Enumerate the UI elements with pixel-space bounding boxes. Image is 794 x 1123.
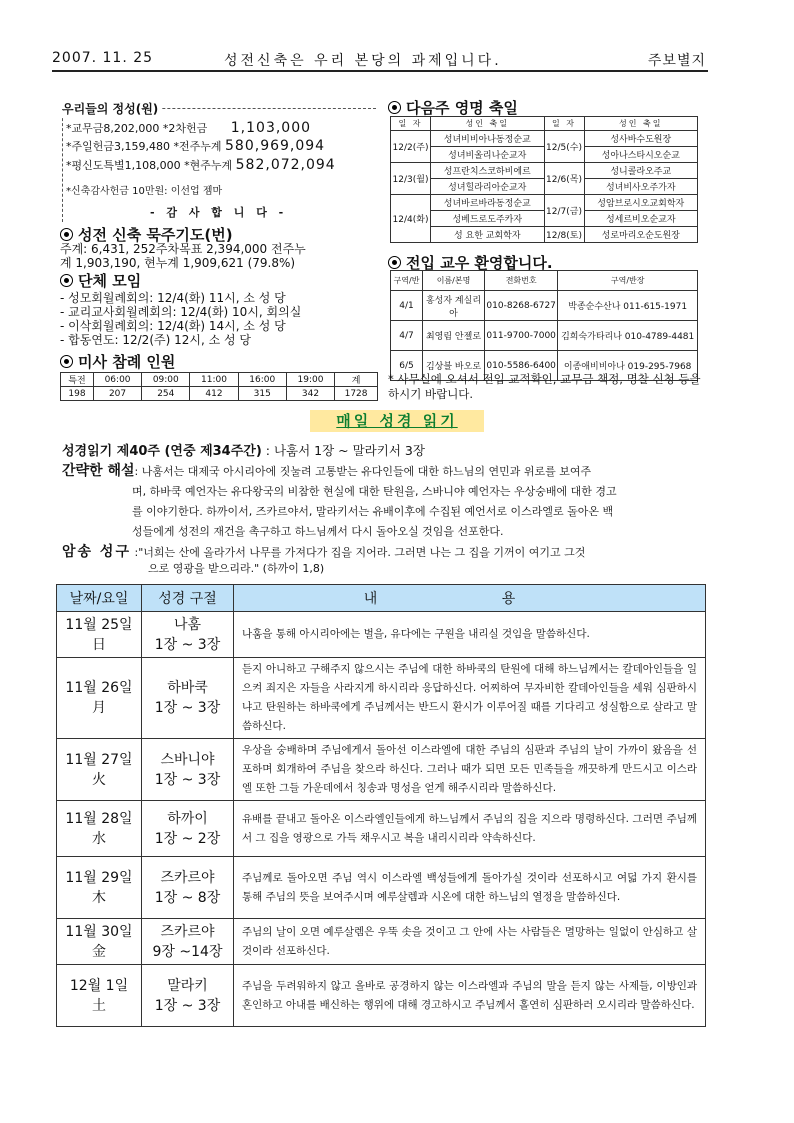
table-row: 11월 29일 木 즈카르야 1장 ~ 8장 주님께로 돌아오면 주님 역시 이스라엘 백성들에게 돌아가실 것이라 선포하시고 여덟 가지 환시를 통해 주님의 뜻을 보여주시며 예루살렘과 시온에 대한 하느님의 열정을 말씀하신다. [57,857,706,919]
group-item: - 교리교사회월례회의: 12/4(화) 10시, 회의실 [60,305,302,319]
mass-attendance-table: 특전 06:00 09:00 11:00 16:00 19:00 계 198 207 254 412 315 342 1728 [60,372,378,401]
bullet-icon [60,355,73,368]
offering-row: *교무금8,202,000 *2차헌금 1,103,000 [66,120,312,136]
bullet-icon [388,101,401,114]
prayer-line-2: 계 1,903,190, 현누계 1,909,621 (79.8%) [60,256,296,270]
table-row: 12월 1일 土 말라키 1장 ~ 3장 주님을 두려워하지 않고 올바로 공경하지 않는 이스라엘과 주님의 말을 듣지 않는 사제들, 이방인과 혼인하고 아내를 배신하는 행위에 대해 경고하시고 주님께서 홀연히 심판하러 오시리라 말씀하신다. [57,965,706,1027]
offering-box [58,96,376,224]
bullet-icon [388,256,401,269]
offering-row: *평신도특별1,108,000 *현주누계 582,072,094 [66,157,336,173]
bullet-icon [60,274,73,287]
transfer-section-title: 전입 교우 환영합니다. [388,252,553,273]
prayer-line-1: 주계: 6,431, 252주차목표 2,394,000 전주누 [60,242,306,256]
transfer-notice: * 사무실에 오셔서 전입 교적확인, 교무금 책정, 명찰 신청 등을 하시기 바랍니다. [388,372,701,401]
table-row: 11월 26일 月 하바쿡 1장 ~ 3장 듣지 아니하고 구해주지 않으시는 주님에 대한 하바쿡의 탄원에 대해 하느님께서는 칼데아인들을 일으켜 죄지은 자들을 사라지게 하시리라 응답하신다. 어찌하여 무자비한 칼데아인들을 세워 심판하시냐고 탄원하는 하바쿡에게 주님께서는 반드시 환시가 이루어질 때를 기다리고 성실함으로 살라고 말씀하신다. [57,658,706,739]
group-item: - 합동연도: 12/2(주) 12시, 소 성 당 [60,333,251,347]
daily-reading-table: 날짜/요일 성경 구절 내 용 11월 25일 日 나훔 1장 ~ 3장 나훔을 통해 아시리아에는 벌을, 유다에는 구원을 내리실 것임을 말씀하신다. 11월 26일 月 하바쿡 1장 ~ 3장 듣지 아니하고 구해주지 않으시는 주님에 대한 하바쿡의 탄원에 대해 하느님께서는 칼데아인들을 일으켜 죄지은 자들을 사라지게 하시리라 응답하신다. 어찌하여 무자비한 칼데아인들을 세워 심판하시냐고 탄원하는 하바쿡에게 주님께서는 반드시 환시가 이루어질 때를 기다리고 성실함으로 살라고 말씀하신다. 11월 27일 火 스바니야 1장 ~ 3장 우상을 숭배하며 주님에게서 돌아선 이스라엘에 대한 주님의 심판과 주님의 날이 가까이 왔음을 선포하며 회개하여 주님을 찾으라 하신다. 그러나 때가 되면 모든 민족들을 깨끗하게 만드시고 이스라엘 또한 그들 가운데에서 칭송과 명성을 얻게 해주시리라 말씀하신다. 11월 28일 水 하까이 1장 ~ 2장 유배를 끝내고 돌아온 이스라엘인들에게 하느님께서 주님의 집을 지으라 명령하신다. 그러면 주님께서 그 집을 영광으로 가득 채우시고 복을 내리시리라 약속하신다. 11월 29일 木 즈카르야 1장 ~ 8장 주님께로 돌아오면 주님 역시 이스라엘 백성들에게 돌아가실 것이라 선포하시고 여덟 가지 환시를 통해 주님의 뜻을 보여주시며 예루살렘과 시온에 대한 하느님의 열정을 말씀하신다. 11월 30일 金 즈카르야 9장 ~14장 주님의 날이 오면 예루살렘은 우뚝 솟을 것이고 그 안에 사는 사람들은 멸망하는 일없이 안심하고 살 것이라 선포하신다. 12월 1일 土 말라키 1장 ~ 3장 주님을 두려워하지 않고 올바로 공경하지 않는 이스라엘과 주님의 말을 듣지 않는 사제들, 이방인과 혼인하고 아내를 배신하는 행위에 대해 경고하시고 주님께서 홀연히 심판하러 오시리라 말씀하신다. [56,584,706,1027]
table-row: 11월 28일 水 하까이 1장 ~ 2장 유배를 끝내고 돌아온 이스라엘인들에게 하느님께서 주님의 집을 지으라 명령하신다. 그러면 주님께서 그 집을 영광으로 가득 채우시고 복을 내리시리라 약속하신다. [57,801,706,857]
header-title: 성전신축은 우리 본당의 과제입니다. [224,53,502,69]
reading-summary: 간략한 해설: 나훔서는 대제국 아시리아에 짓눌려 고통받는 유다인들에 대한 하느님의 연민과 위로를 보여주 며, 하바쿡 예언자는 유다왕국의 비참한 현실에 대한 탄원을, 스바니야 예언자는 우상숭배에 대한 경고 를 이야기한다. 하까이서, 즈카르야서, 말라키서는 유배이후에 수집된 예언서로 이스라엘로 돌아온 백 성들에게 성전의 재건을 촉구하고 하느님께서 다시 돌아오실 것임을 선포한다. [62,463,617,538]
header-date: 2007. 11. 25 [52,50,154,66]
group-item: - 성모회월례회의: 12/4(화) 11시, 소 성 당 [60,291,286,305]
mass-section-title: 미사 참례 인원 [60,351,175,372]
table-row: 11월 30일 金 즈카르야 9장 ~14장 주님의 날이 오면 예루살렘은 우뚝 솟을 것이고 그 안에 사는 사람들은 멸망하는 일없이 안심하고 살 것이라 선포하신다. [57,919,706,965]
offering-extra: *신축감사헌금 10만원: 이선업 젬마 [66,186,223,197]
group-item: - 이삭회월례회의: 12/4(화) 14시, 소 성 당 [60,319,286,333]
memory-verse: 암송 성구 :"너희는 산에 올라가서 나무를 가져다가 집을 지어라. 그러면 나는 그 집을 기꺼이 여기고 그것 으로 영광을 받으리라." (하까이 1,8) [62,544,586,575]
reading-week: 성경읽기 제40주 (연중 제34주간) : 나훔서 1장 ~ 말라키서 3장 [62,443,425,459]
offering-title: 우리들의 정성(원) [62,100,162,117]
offering-thanks: - 감 사 합 니 다 - [150,206,288,219]
feast-section-title: 다음주 영명 축일 [388,97,518,118]
offering-row: *주일헌금3,159,480 *전주누계 580,969,094 [66,138,326,154]
table-row: 11월 25일 日 나훔 1장 ~ 3장 나훔을 통해 아시리아에는 벌을, 유다에는 구원을 내리실 것임을 말씀하신다. [57,612,706,658]
prayer-section-title: 성전 신축 묵주기도(번) [60,224,233,245]
transfer-table: 구역/반 이름/본명 전화번호 구역/반장 4/1 홍성자 계실리아 010-8268-6727 박종순수산나 011-615-1971 4/7 최영림 안젤로 011-9700-7000 김희숙가타리나 010-4789-4481 6/5 김상블 바오로 010-5586-6400 이종애비비아나 019-295-7968 [390,270,698,381]
feast-table: 일 자 성인 축일 일 자 성인 축일 12/2(주) 성녀비비아나동정순교 12/5(수) 성사바수도원장 성녀비올리나순교자 성아나스타시오순교 12/3(월) 성프란치스코하비에르 12/6(목) 성니콜라오주교 성녀힐라리아순교자 성녀비사오주가자 12/4(화) 성녀바르바라동정순교 12/7(금) 성암브로시오교회학자 성베드로도주카자 성세르비오순교자 성 요한 교회학자 12/8(토) 성로마리오순도원장 [390,116,698,243]
groups-section-title: 단체 모임 [60,270,141,291]
page-header [52,48,708,72]
reading-banner: 매일 성경 읽기 [310,410,484,432]
header-paper-name: 주보별지 [647,53,706,69]
table-row: 11월 27일 火 스바니야 1장 ~ 3장 우상을 숭배하며 주님에게서 돌아선 이스라엘에 대한 주님의 심판과 주님의 날이 가까이 왔음을 선포하며 회개하여 주님을 찾으라 하신다. 그러나 때가 되면 모든 민족들을 깨끗하게 만드시고 이스라엘 또한 그들 가운데에서 칭송과 명성을 얻게 해주시리라 말씀하신다. [57,739,706,801]
